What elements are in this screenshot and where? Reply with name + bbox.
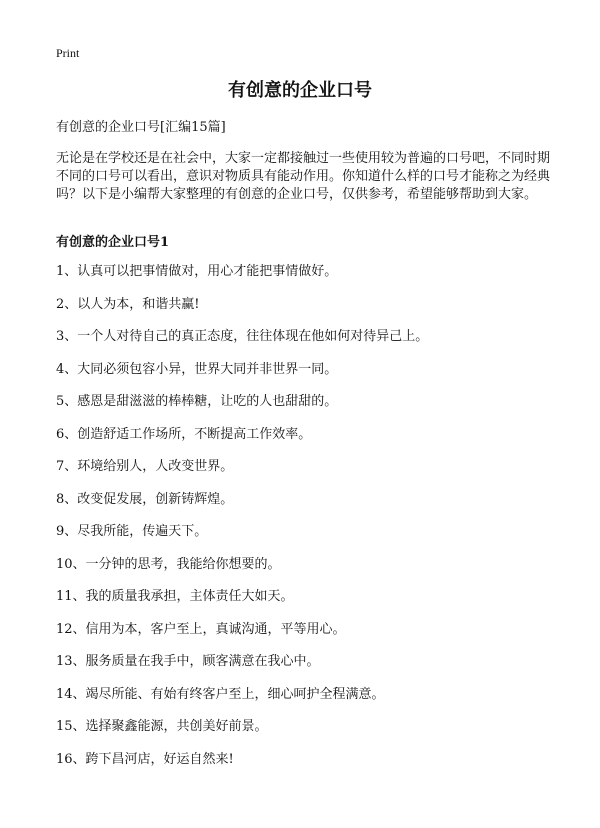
slogan-item: 14、竭尽所能、有始有终客户至上，细心呵护全程满意。 (56, 686, 385, 702)
page-title: 有创意的企业口号 (228, 80, 372, 101)
slogan-item: 3、一个人对待自己的真正态度，往往体现在他如何对待异己上。 (56, 329, 429, 344)
print-link[interactable]: Print (56, 46, 80, 60)
slogan-item: 4、大同必须包容小异，世界大同并非世界一同。 (56, 361, 338, 377)
slogan-item: 10、一分钟的思考，我能给你想要的。 (56, 556, 281, 572)
intro-paragraph: 无论是在学校还是在社会中，大家一定都接触过一些使用较为普遍的口号吧，不同时期不同的口号可以看出，意识对物质具有能动作用。你知道什么样的口号才能称之为经典吗？以下是小编帮大家整理的有创意的企业口号，仅供参考，希望能够帮助到大家。 (56, 151, 551, 202)
slogan-item: 1、认真可以把事情做对，用心才能把事情做好。 (56, 264, 338, 279)
section-heading: 有创意的企业口号1 (56, 235, 170, 250)
slogan-item: 15、选择聚鑫能源，共创美好前景。 (56, 719, 268, 734)
slogan-item: 16、跨下昌河店，好运自然来! (56, 751, 234, 767)
slogan-item: 6、创造舒适工作场所，不断提高工作效率。 (56, 426, 312, 442)
document-subtitle: 有创意的企业口号[汇编15篇] (56, 120, 226, 135)
slogan-item: 11、我的质量我承担，主体责任大如天。 (56, 589, 294, 604)
slogan-item: 7、环境给别人，人改变世界。 (56, 459, 234, 474)
slogan-item: 9、尽我所能，传遍天下。 (56, 524, 208, 539)
slogan-list (56, 263, 428, 783)
slogan-item: 12、信用为本，客户至上，真诚沟通，平等用心。 (56, 621, 346, 637)
slogan-item: 2、以人为本，和谐共赢! (56, 296, 200, 312)
slogan-item: 13、服务质量在我手中，顾客满意在我心中。 (56, 654, 320, 669)
slogan-item: 5、感恩是甜滋滋的棒棒糖，让吃的人也甜甜的。 (56, 394, 338, 409)
slogan-item: 8、改变促发展，创新铸辉煌。 (56, 491, 234, 507)
